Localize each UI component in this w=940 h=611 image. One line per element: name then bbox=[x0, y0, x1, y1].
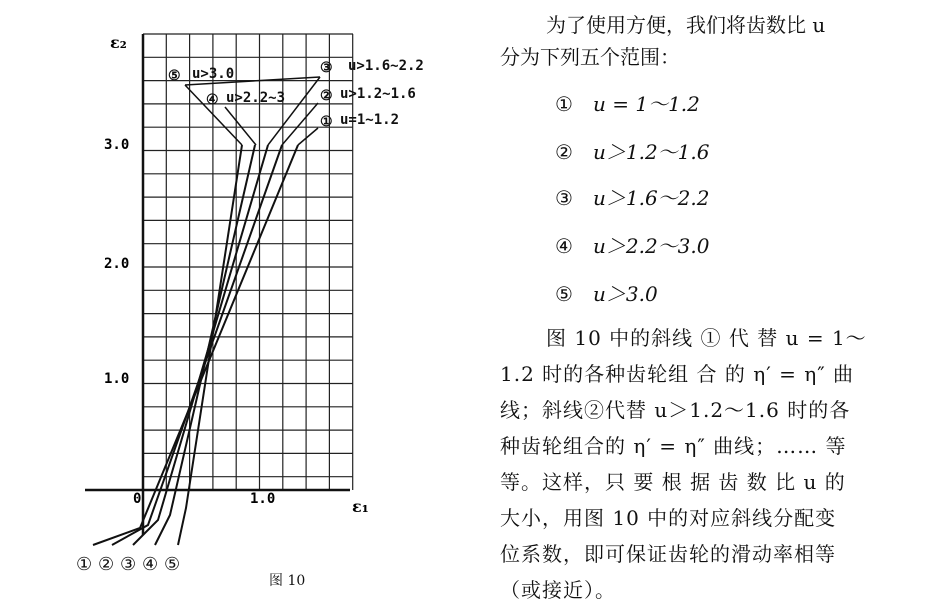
range-num: ④ bbox=[555, 234, 573, 258]
range-line-1 bbox=[93, 145, 298, 545]
range-value: u = 1～1.2 bbox=[593, 92, 700, 116]
label-leader-3 bbox=[268, 77, 320, 145]
body-line-1: 图 10 中的斜线 ① 代 替 u = 1～ bbox=[546, 326, 867, 350]
body-line-8: （或接近）。 bbox=[500, 578, 616, 602]
bottom-marker-1: ① bbox=[76, 554, 93, 575]
range-line-4 bbox=[155, 145, 255, 545]
range-value: u＞1.2～1.6 bbox=[593, 140, 710, 164]
body-line-5: 等。这样，只 要 根 据 齿 数 比 u 的 bbox=[500, 470, 846, 494]
y-tick-1: 1.0 bbox=[104, 371, 130, 387]
bottom-marker-5: ⑤ bbox=[164, 554, 181, 575]
label-leaders bbox=[185, 77, 320, 145]
range-line-2 bbox=[112, 145, 282, 545]
intro-line-1: 为了使用方便，我们将齿数比 u bbox=[546, 13, 826, 37]
y-tick-3: 3.0 bbox=[104, 137, 130, 153]
range-value: u＞1.6～2.2 bbox=[593, 186, 710, 210]
x-axis-label: ε₁ bbox=[352, 497, 369, 516]
line-label-1: u=1~1.2 bbox=[340, 112, 400, 128]
body-line-6: 大小，用图 10 中的对应斜线分配变 bbox=[500, 506, 837, 530]
line-label-5: u>3.0 bbox=[192, 66, 235, 82]
line-label-5-num: ⑤ bbox=[168, 68, 181, 84]
range-item-5 bbox=[555, 278, 658, 307]
bottom-marker-4: ④ bbox=[142, 554, 159, 575]
body-line-3: 线；斜线②代替 u＞1.2～1.6 时的各 bbox=[500, 398, 851, 422]
y-tick-2: 2.0 bbox=[104, 256, 130, 272]
x-tick-0: 0 bbox=[133, 491, 142, 507]
label-leader-4 bbox=[282, 103, 318, 145]
figure-caption: 图 10 bbox=[269, 573, 306, 589]
range-num: ③ bbox=[555, 186, 573, 210]
range-num: ② bbox=[555, 140, 573, 164]
y-axis-label: ε₂ bbox=[110, 33, 127, 52]
label-leader-2 bbox=[225, 107, 256, 145]
range-value: u＞2.2～3.0 bbox=[593, 234, 710, 258]
axes bbox=[85, 34, 350, 535]
line-label-3: u>1.6~2.2 bbox=[348, 58, 424, 74]
line-label-1-num: ① bbox=[320, 114, 333, 130]
range-item-2 bbox=[555, 136, 710, 165]
range-num: ⑤ bbox=[555, 282, 573, 306]
body-line-7: 位系数，即可保证齿轮的滑动率相等 bbox=[500, 542, 836, 566]
range-num: ① bbox=[555, 92, 573, 116]
intro-line-2: 分为下列五个范围： bbox=[500, 45, 680, 69]
x-tick-1: 1.0 bbox=[250, 491, 276, 507]
line-label-4: u>2.2~3 bbox=[226, 90, 286, 106]
body-line-2: 1.2 时的各种齿轮组 合 的 η′ = η″ 曲 bbox=[500, 362, 855, 386]
range-line-3 bbox=[133, 145, 268, 545]
range-item-1 bbox=[555, 88, 700, 117]
line-label-4-num: ④ bbox=[206, 92, 219, 108]
bottom-marker-2: ② bbox=[98, 554, 115, 575]
range-item-4 bbox=[555, 230, 710, 259]
range-lines bbox=[93, 145, 298, 545]
line-label-2: u>1.2~1.6 bbox=[340, 86, 416, 102]
range-value: u＞3.0 bbox=[593, 282, 658, 306]
body-line-4: 种齿轮组合的 η′ = η″ 曲线；…… 等 bbox=[500, 434, 847, 458]
range-item-3 bbox=[555, 182, 710, 211]
line-label-3-num: ③ bbox=[320, 60, 333, 76]
bottom-marker-3: ③ bbox=[120, 554, 137, 575]
line-label-2-num: ② bbox=[320, 88, 333, 104]
label-leader-5 bbox=[298, 128, 318, 145]
